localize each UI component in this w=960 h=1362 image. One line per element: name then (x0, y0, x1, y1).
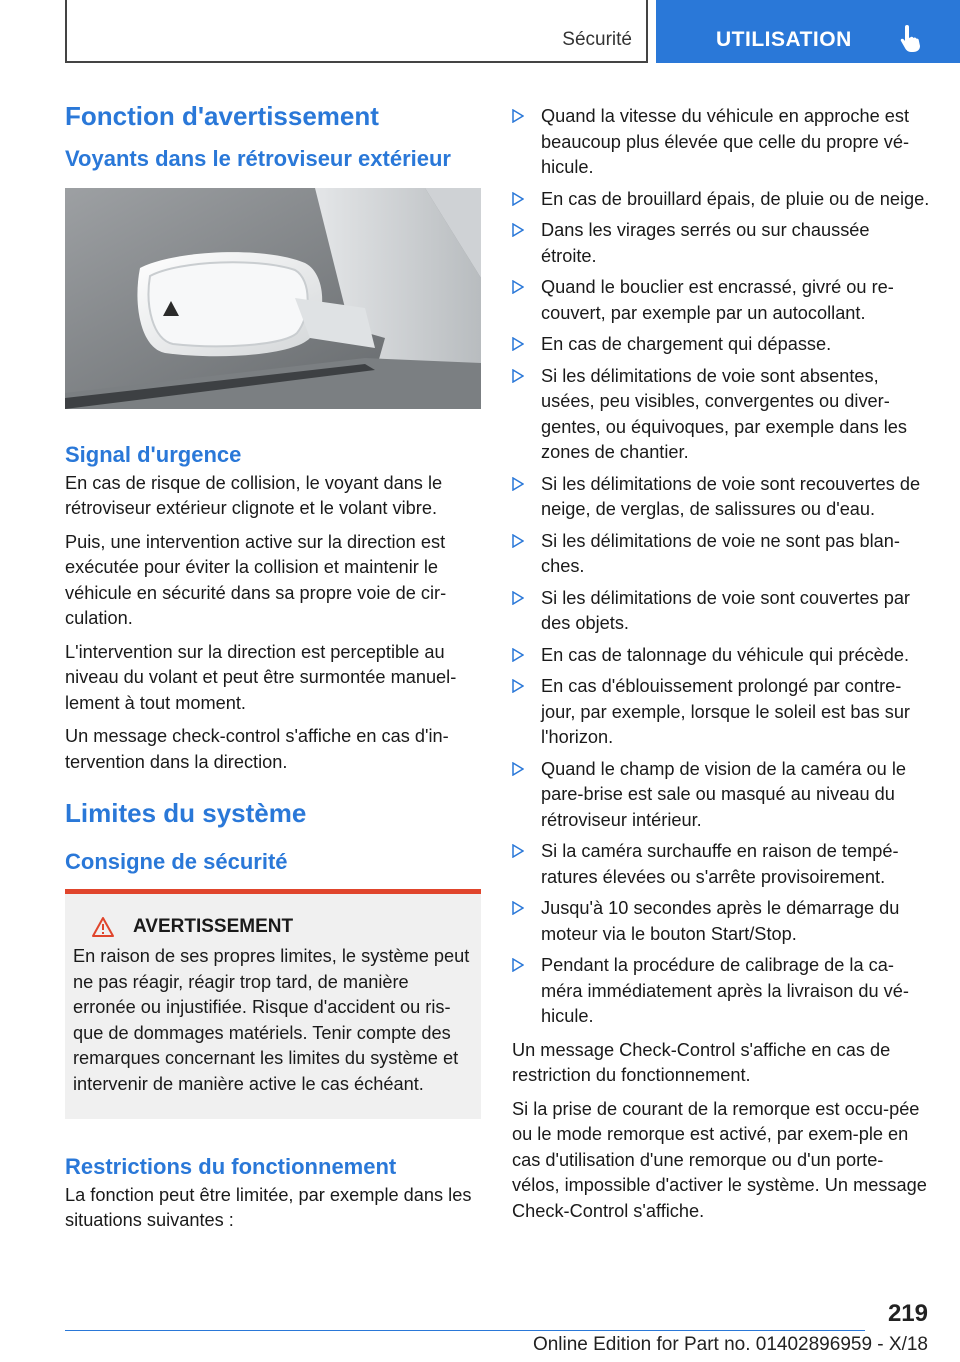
list-item-text: Si les délimitations de voie sont couvertes par des objets. (541, 587, 910, 633)
triangle-right-icon (512, 477, 524, 491)
footer-edition: Online Edition for Part no. 01402896959 - X/18 (532, 1334, 928, 1355)
list-item (512, 187, 930, 213)
mirror-illustration (65, 188, 481, 409)
paragraph-emergency-4: Un message check-control s'affiche en cas d'in-tervention dans la direction. (65, 726, 449, 772)
list-item (512, 839, 930, 890)
triangle-right-icon (512, 591, 524, 605)
header-chapter-title: UTILISATION (716, 28, 852, 51)
warning-triangle-icon (91, 916, 115, 938)
list-item-text: Si la caméra surchauffe en raison de tempé-ratures élevées ou s'arrête provisoirement. (541, 841, 899, 887)
warning-title-row (73, 916, 473, 938)
triangle-right-icon (512, 337, 524, 351)
paragraph-emergency-3: L'intervention sur la direction est perceptible au niveau du volant et peut être surmontée manuel-lement à tout moment. (65, 641, 457, 713)
triangle-right-icon (512, 192, 524, 206)
restriction-list (512, 104, 930, 1030)
triangle-right-icon (512, 223, 524, 237)
list-item (512, 104, 930, 181)
warning-title: AVERTISSEMENT (133, 916, 294, 937)
header-chapter-tab (656, 0, 960, 63)
paragraph-trailer: Si la prise de courant de la remorque est occu-pée ou le mode remorque est activé, par exem-ple en cas d'utilisation d'une remorque ou d'un porte-vélos, impossible d'activer le système. Un message Check-Control s'affiche. (512, 1098, 927, 1221)
paragraph-check-control: Un message Check-Control s'affiche en cas de restriction du fonctionnement. (512, 1039, 891, 1085)
triangle-right-icon (512, 109, 524, 123)
triangle-right-icon (512, 901, 524, 915)
triangle-right-icon (512, 648, 524, 662)
warning-box (65, 889, 481, 1119)
list-item (512, 586, 930, 637)
hand-pointer-icon (896, 24, 926, 54)
header-section-box (65, 0, 648, 63)
list-item-text: Pendant la procédure de calibrage de la ca-méra immédiatement après la livraison du vé-hicule. (541, 955, 909, 1026)
footer-divider (65, 1330, 865, 1331)
heading-warning-function: Fonction d'avertissement (65, 101, 379, 131)
page-number: 219 (887, 1300, 928, 1327)
list-item-text: En cas d'éblouissement prolongé par contre-jour, par exemple, lorsque le soleil est bas sur l'horizon. (541, 676, 910, 747)
list-item (512, 953, 930, 1030)
list-item (512, 332, 930, 358)
heading-restrictions: Restrictions du fonctionnement (65, 1154, 397, 1179)
triangle-right-icon (512, 958, 524, 972)
paragraph-emergency-2: Puis, une intervention active sur la direction est exécutée pour éviter la collision et maintenir le véhicule en sécurité dans sa propre voie de cir-culation. (65, 531, 447, 628)
list-item-text: Jusqu'à 10 secondes après le démarrage du moteur via le bouton Start/Stop. (541, 898, 900, 944)
paragraph-emergency-1: En cas de risque de collision, le voyant dans le rétroviseur extérieur clignote et le volant vibre. (65, 472, 443, 518)
triangle-right-icon (512, 534, 524, 548)
list-item-text: Dans les virages serrés ou sur chaussée étroite. (541, 220, 870, 266)
list-item-text: Si les délimitations de voie ne sont pas blan-ches. (541, 530, 900, 576)
list-item-text: Quand le bouclier est encrassé, givré ou re-couvert, par exemple par un autocollant. (541, 277, 894, 323)
header-section-title: Sécurité (562, 29, 632, 50)
list-item (512, 896, 930, 947)
list-item (512, 364, 930, 466)
triangle-right-icon (512, 762, 524, 776)
list-item-text: Si les délimitations de voie sont recouvertes de neige, de verglas, de salissures ou d'eau. (541, 473, 921, 519)
list-item (512, 218, 930, 269)
paragraph-restrictions: La fonction peut être limitée, par exemple dans les situations suivantes : (65, 1184, 472, 1230)
triangle-right-icon (512, 369, 524, 383)
triangle-right-icon (512, 679, 524, 693)
list-item (512, 643, 930, 669)
triangle-right-icon (512, 280, 524, 294)
heading-emergency-signal: Signal d'urgence (65, 442, 242, 467)
list-item-text: Quand la vitesse du véhicule en approche est beaucoup plus élevée que celle du propre vé-hicule. (541, 106, 910, 177)
list-item-text: Quand le champ de vision de la caméra ou le pare-brise est sale ou masqué au niveau du rétroviseur intérieur. (541, 758, 906, 830)
heading-mirror-lights: Voyants dans le rétroviseur extérieur (65, 145, 451, 171)
list-item (512, 757, 930, 834)
list-item-text: En cas de chargement qui dépasse. (541, 334, 832, 354)
left-column (65, 100, 481, 1242)
list-item-text: En cas de brouillard épais, de pluie ou de neige. (541, 188, 930, 209)
list-item (512, 674, 930, 751)
list-item-text: En cas de talonnage du véhicule qui précède. (541, 644, 910, 665)
right-column (512, 104, 930, 1232)
heading-safety-notice: Consigne de sécurité (65, 848, 288, 874)
triangle-right-icon (512, 844, 524, 858)
heading-system-limits: Limites du système (65, 798, 307, 828)
list-item (512, 529, 930, 580)
list-item (512, 472, 930, 523)
list-item (512, 275, 930, 326)
list-item-text: Si les délimitations de voie sont absentes, usées, peu visibles, convergentes ou diver-gentes, ou équivoques, par exemple dans les zones de chantier. (541, 365, 908, 462)
warning-text: En raison de ses propres limites, le système peut ne pas réagir, réagir trop tard, de manière erronée ou injustifiée. Risque d'accident ou ris-que de dommages matériels. Tenir compte des remarques concernant les limites du système et intervenir de manière active le cas échéant. (73, 946, 470, 1094)
